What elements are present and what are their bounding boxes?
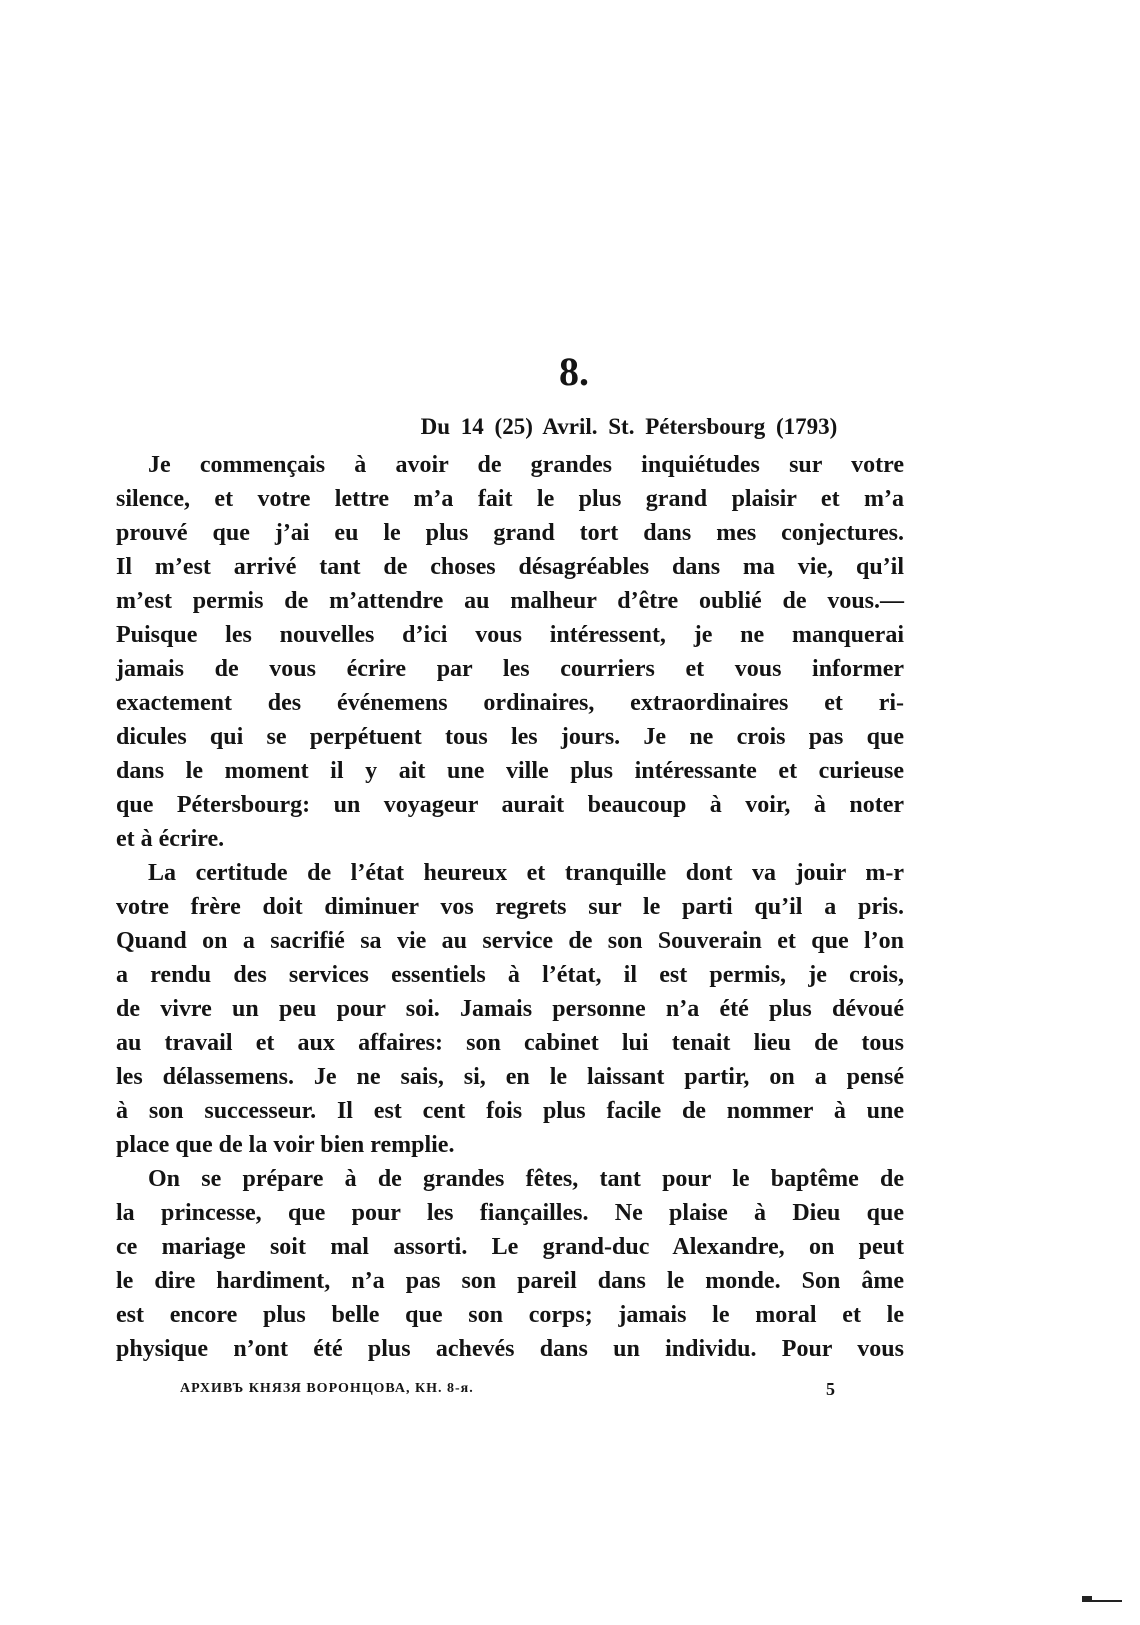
- body-line: que Pétersbourg: un voyageur aurait beaucoup à voir, à noter: [116, 792, 904, 818]
- letter-dateline: Du 14 (25) Avril. St. Pétersbourg (1793): [420, 414, 838, 439]
- body-line: La certitude de l’état heureux et tranquille dont va jouir m-r: [148, 860, 904, 886]
- page-edge-mark: [1082, 1600, 1122, 1602]
- body-line: est encore plus belle que son corps; jamais le moral et le: [116, 1302, 904, 1328]
- body-line: exactement des événemens ordinaires, extraordinaires et ri-: [116, 690, 904, 716]
- body-line: de vivre un peu pour soi. Jamais personne n’a été plus dévoué: [116, 996, 904, 1022]
- body-line: a rendu des services essentiels à l’état, il est permis, je crois,: [116, 962, 904, 988]
- body-line: Quand on a sacrifié sa vie au service de son Souverain et que l’on: [116, 928, 904, 954]
- body-line: les délassemens. Je ne sais, si, en le laissant partir, on a pensé: [116, 1064, 904, 1090]
- body-line: dicules qui se perpétuent tous les jours. Je ne crois pas que: [116, 724, 904, 750]
- body-line: silence, et votre lettre m’a fait le plus grand plaisir et m’a: [116, 486, 904, 512]
- body-line: physique n’ont été plus achevés dans un individu. Pour vous: [116, 1336, 904, 1362]
- body-line: Je commençais à avoir de grandes inquiétudes sur votre: [148, 452, 904, 478]
- body-line: ce mariage soit mal assorti. Le grand-duc Alexandre, on peut: [116, 1234, 904, 1260]
- letter-number: 8.: [559, 349, 589, 394]
- body-line: place que de la voir bien remplie.: [116, 1132, 455, 1158]
- body-line: Puisque les nouvelles d’ici vous intéressent, je ne manquerai: [116, 622, 904, 648]
- body-line: au travail et aux affaires: son cabinet lui tenait lieu de tous: [116, 1030, 904, 1056]
- body-line: jamais de vous écrire par les courriers et vous informer: [116, 656, 904, 682]
- body-line: dans le moment il y ait une ville plus intéressante et curieuse: [116, 758, 904, 784]
- body-line: On se prépare à de grandes fêtes, tant pour le baptême de: [148, 1166, 904, 1192]
- body-line: à son successeur. Il est cent fois plus facile de nommer à une: [116, 1098, 904, 1124]
- signature-mark: АРХИВЪ КНЯЗЯ ВОРОНЦОВА, КН. 8-я.: [180, 1381, 474, 1396]
- body-line: la princesse, que pour les fiançailles. Ne plaise à Dieu que: [116, 1200, 904, 1226]
- body-line: votre frère doit diminuer vos regrets sur le parti qu’il a pris.: [116, 894, 904, 920]
- sheet-number: 5: [826, 1379, 835, 1399]
- body-line: prouvé que j’ai eu le plus grand tort dans mes conjectures.: [116, 520, 904, 546]
- body-line: m’est permis de m’attendre au malheur d’être oublié de vous.—: [116, 588, 904, 614]
- body-line: Il m’est arrivé tant de choses désagréables dans ma vie, qu’il: [116, 554, 904, 580]
- body-line: et à écrire.: [116, 826, 225, 852]
- body-line: le dire hardiment, n’a pas son pareil dans le monde. Son âme: [116, 1268, 904, 1294]
